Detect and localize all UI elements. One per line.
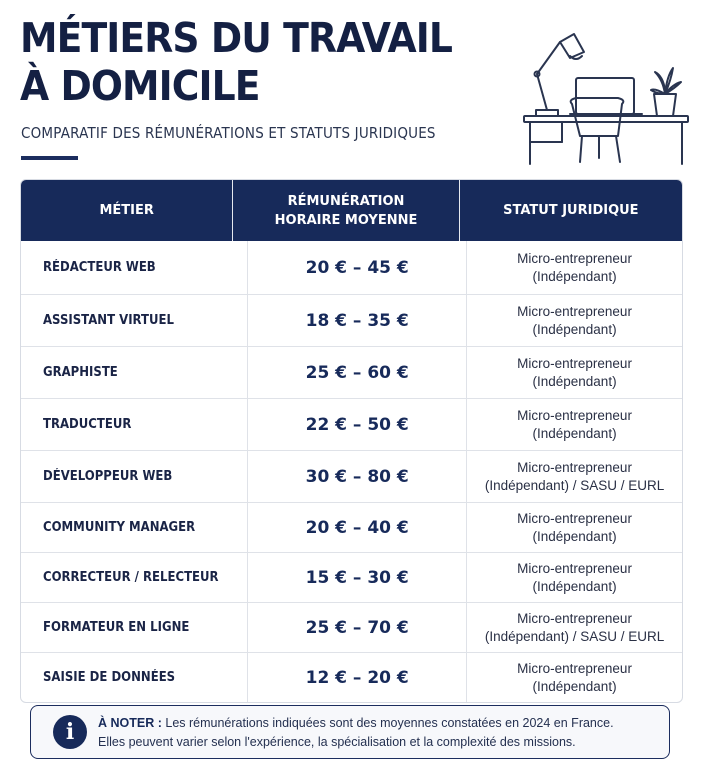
job-title-cell <box>21 451 247 502</box>
job-title: TRADUCTEUR <box>43 417 132 432</box>
job-title: ASSISTANT VIRTUEL <box>43 313 174 328</box>
job-title: SAISIE DE DONNÉES <box>43 670 176 685</box>
job-title-cell <box>21 503 247 552</box>
table-row <box>21 398 682 450</box>
hourly-pay-cell: 20 € – 40 € <box>247 503 466 552</box>
column-header-status: STATUT JURIDIQUE <box>459 180 682 241</box>
table-row <box>21 294 682 346</box>
comparison-table <box>20 179 683 703</box>
legal-status-cell <box>466 603 682 652</box>
table-body <box>21 241 682 702</box>
column-header-pay-line-1: RÉMUNÉRATION <box>287 193 405 209</box>
legal-status: Micro-entrepreneur (Indépendant) <box>517 407 632 441</box>
job-title: CORRECTEUR / RELECTEUR <box>43 570 219 585</box>
table-header <box>21 180 682 241</box>
job-title-cell <box>21 399 247 450</box>
home-office-desk-icon <box>520 26 692 166</box>
title-underline <box>21 156 78 160</box>
legal-status-cell <box>466 503 682 552</box>
note-label: À NOTER : <box>98 716 162 730</box>
legal-status: Micro-entrepreneur (Indépendant) <box>517 355 632 389</box>
job-title-cell <box>21 347 247 398</box>
job-title: COMMUNITY MANAGER <box>43 520 196 535</box>
table-row <box>21 241 682 294</box>
note-text <box>98 714 614 752</box>
note-line-2: Elles peuvent varier selon l'expérience, la spécialisation et la complexité des missions. <box>98 735 576 749</box>
job-title-cell <box>21 241 247 294</box>
job-title-cell <box>21 295 247 346</box>
table-row <box>21 346 682 398</box>
hourly-pay-cell: 20 € – 45 € <box>247 241 466 294</box>
legal-status-cell <box>466 347 682 398</box>
column-header-job: MÉTIER <box>99 203 154 218</box>
hourly-pay-cell: 12 € – 20 € <box>247 653 466 702</box>
hourly-pay-cell: 25 € – 70 € <box>247 603 466 652</box>
hourly-pay-cell: 25 € – 60 € <box>247 347 466 398</box>
hourly-pay-cell: 18 € – 35 € <box>247 295 466 346</box>
legal-status: Micro-entrepreneur (Indépendant) / SASU / EURL <box>484 459 665 493</box>
table-row <box>21 502 682 552</box>
hourly-pay-cell: 22 € – 50 € <box>247 399 466 450</box>
page-subtitle: COMPARATIF DES RÉMUNÉRATIONS ET STATUTS JURIDIQUES <box>21 124 436 142</box>
job-title: FORMATEUR EN LIGNE <box>43 620 190 635</box>
legal-status: Micro-entrepreneur (Indépendant) <box>517 250 632 284</box>
info-icon: i <box>53 715 87 749</box>
legal-status: Micro-entrepreneur (Indépendant) <box>517 303 632 337</box>
legal-status-cell <box>466 451 682 502</box>
legal-status: Micro-entrepreneur (Indépendant) <box>517 560 632 594</box>
legal-status-cell <box>466 295 682 346</box>
title-line-1: MÉTIERS DU TRAVAIL <box>20 14 452 62</box>
legal-status-cell <box>466 553 682 602</box>
legal-status: Micro-entrepreneur (Indépendant) <box>517 510 632 544</box>
table-row <box>21 552 682 602</box>
legal-status: Micro-entrepreneur (Indépendant) <box>517 660 632 694</box>
page-title <box>20 14 452 110</box>
table-row <box>21 652 682 702</box>
table-row <box>21 450 682 502</box>
job-title: GRAPHISTE <box>43 365 118 380</box>
legal-status-cell <box>466 653 682 702</box>
column-header-pay-line-2: HORAIRE MOYENNE <box>274 212 418 228</box>
hourly-pay-cell: 30 € – 80 € <box>247 451 466 502</box>
legal-status: Micro-entrepreneur (Indépendant) / SASU / EURL <box>484 610 665 644</box>
job-title: RÉDACTEUR WEB <box>43 260 156 275</box>
job-title-cell <box>21 653 247 702</box>
title-line-2: À DOMICILE <box>20 62 260 110</box>
hourly-pay-cell: 15 € – 30 € <box>247 553 466 602</box>
job-title: DÉVELOPPEUR WEB <box>43 469 173 484</box>
column-header-pay <box>232 180 458 241</box>
job-title-cell <box>21 553 247 602</box>
legal-status-cell <box>466 399 682 450</box>
note-line-1: Les rémunérations indiquées sont des moyennes constatées en 2024 en France. <box>161 716 614 730</box>
legal-status-cell <box>466 241 682 294</box>
job-title-cell <box>21 603 247 652</box>
table-row <box>21 602 682 652</box>
info-note <box>30 705 670 759</box>
